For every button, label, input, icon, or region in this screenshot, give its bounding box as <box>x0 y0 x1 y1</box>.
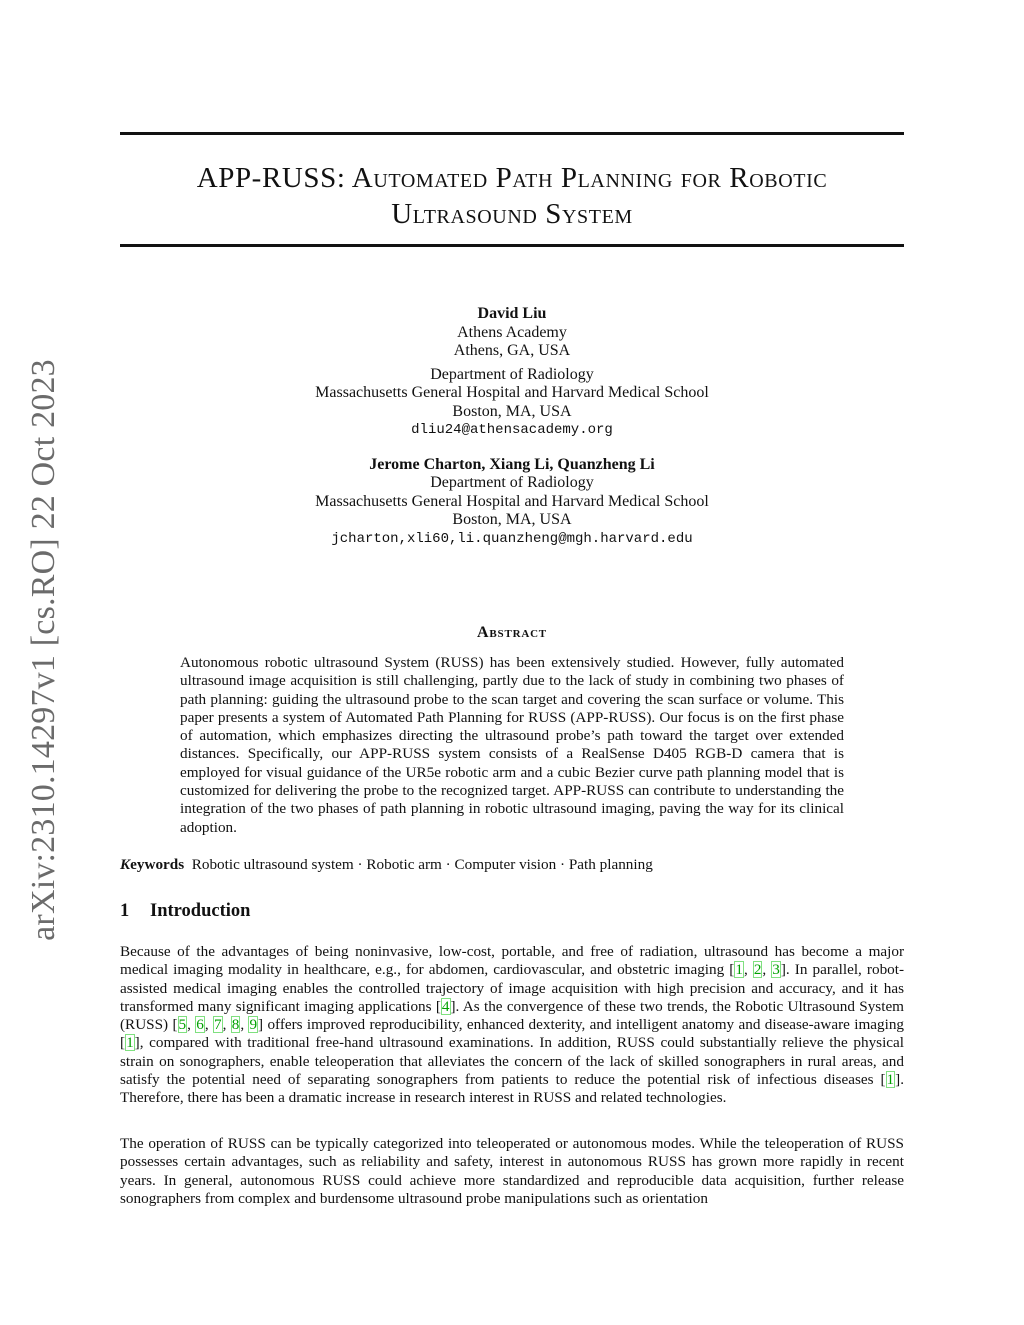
author-1-affil-2-line-3: Boston, MA, USA <box>452 402 572 420</box>
section-number: 1 <box>120 901 130 921</box>
citation-link[interactable]: 7 <box>213 1016 222 1034</box>
intro-paragraph-1: Because of the advantages of being noninvasive, low-cost, portable, and free of radiation, ultrasound has become a major medical imaging modality in healthcare, e.g., for abdomen, cardiovascular, and obstetric imaging [1, 2, 3]. In parallel, robot-assisted medical imaging enables the controlled trajectory of image acquisition with high precision and accuracy, and it has transformed many significant imaging applications [4]. As the convergence of these two trends, the Robotic Ultrasound System (RUSS) [5, 6, 7, 8, 9] offers improved reproducibility, enhanced dexterity, and intelligent anatomy and disease-aware imaging [1], compared with traditional free-hand ultrasound examinations. In addition, RUSS could substantially relieve the physical strain on sonographers, enable teleoperation that alleviates the concern of the lack of skilled sonographers in rural areas, and satisfy the potential need of separating sonographers from patients to reduce the potential risk of infectious diseases [1]. Therefore, there has been a dramatic increase in research interest in RUSS and related technologies. <box>120 943 905 1107</box>
arxiv-identifier: arXiv:2310.14297v1 [cs.RO] 22 Oct 2023 <box>25 359 62 941</box>
title-rule-top <box>120 132 904 135</box>
section-title: Introduction <box>150 901 251 921</box>
paper-title <box>120 160 904 232</box>
citation-link[interactable]: 9 <box>249 1016 258 1034</box>
author-2-names: Jerome Charton, Xiang Li, Quanzheng Li <box>369 455 655 473</box>
title-rule-bottom <box>120 244 904 247</box>
author-1-affil-1-line-1: Athens Academy <box>457 323 567 341</box>
author-block <box>120 305 904 548</box>
citation-link[interactable]: 3 <box>772 961 780 979</box>
author-1-affil-2-line-2: Massachusetts General Hospital and Harvard Medical School <box>315 384 709 401</box>
citation-link[interactable]: 1 <box>886 1071 895 1089</box>
author-2-affil-line-3: Boston, MA, USA <box>452 511 572 528</box>
arxiv-sidebar <box>4 350 84 950</box>
keywords-text: Robotic ultrasound system · Robotic arm · Computer vision · Path planning <box>191 856 653 873</box>
citation-link[interactable]: 4 <box>441 997 450 1015</box>
author-1-affil-2-line-1: Department of Radiology <box>430 365 594 383</box>
citation-link[interactable]: 8 <box>231 1016 240 1034</box>
section-heading-introduction <box>120 901 250 922</box>
author-2-email[interactable]: jcharton,xli60,li.quanzheng@mgh.harvard.edu <box>331 530 693 547</box>
author-2-affil-line-1: Department of Radiology <box>430 474 594 491</box>
author-1-email[interactable]: dliu24@athensacademy.org <box>411 422 613 438</box>
author-1-affil-1-line-2: Athens, GA, USA <box>453 342 571 359</box>
author-2-affil-line-2: Massachusetts General Hospital and Harvard Medical School <box>315 492 709 510</box>
keywords-label: Keywords <box>120 856 185 873</box>
citation-link[interactable]: 6 <box>196 1016 204 1034</box>
abstract-heading: Abstract <box>477 624 547 641</box>
citation-link[interactable]: 2 <box>753 961 762 979</box>
citation-link[interactable]: 1 <box>735 961 743 979</box>
title-line-1: APP-RUSS: Automated Path Planning for Robotic <box>196 162 828 194</box>
author-1-name: David Liu <box>477 305 547 322</box>
intro-paragraph-2: The operation of RUSS can be typically categorized into teleoperated or autonomous modes. While the teleoperation of RUSS possesses certain advantages, such as reliability and safety, interest in autonomous RUSS has grown more rapidly in recent years. In general, autonomous RUSS could achieve more standardized and reproducible data acquisition, further release sonographers from complex and burdensome ultrasound probe manipulations such as orientation <box>120 1135 904 1207</box>
keywords-line <box>120 856 904 874</box>
citation-link[interactable]: 1 <box>126 1034 134 1052</box>
title-line-2: Ultrasound System <box>391 198 633 230</box>
abstract-text: Autonomous robotic ultrasound System (RUSS) has been extensively studied. However, fully automated ultrasound image acquisition is still challenging, partly due to the lack of study in combining two phases of path planning: guiding the ultrasound probe to the scan target and covering the scan surface or volume. This paper presents a system of Automated Path Planning for RUSS (APP-RUSS). Our focus is on the first phase of automation, which emphasizes directing the ultrasound probe’s path toward the target over extended distances. Specifically, our APP-RUSS system consists of a RealSense D405 RGB-D camera that is employed for visual guidance of the UR5e robotic arm and a cubic Bezier curve path planning model that is customized for delivering the probe to the recognized target. APP-RUSS can contribute to understanding the integration of the two phases of path planning in robotic ultrasound imaging, paving the way for its clinical adoption. <box>180 654 844 836</box>
citation-link[interactable]: 5 <box>178 1016 187 1034</box>
